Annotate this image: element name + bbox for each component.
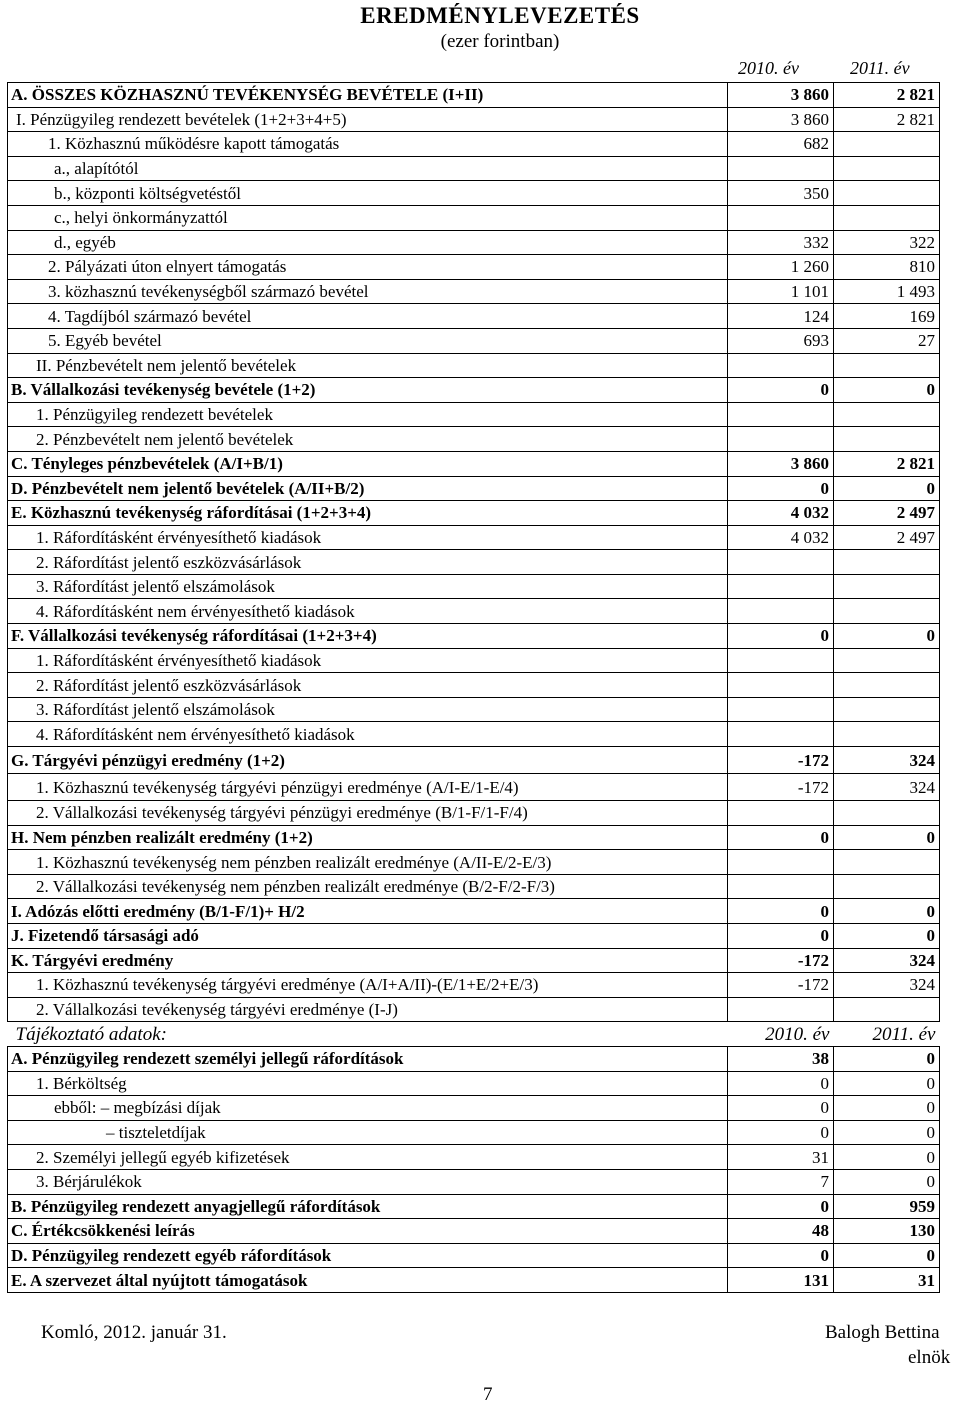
table-row <box>8 924 940 949</box>
value-2010: 0 <box>728 825 834 850</box>
table-row <box>8 574 940 599</box>
value-2010: 0 <box>728 624 834 649</box>
value-2010: 0 <box>728 1096 834 1121</box>
row-label: 4. Ráfordításként nem érvényesíthető kiadások <box>8 599 728 624</box>
table-row <box>8 1268 940 1293</box>
value-2011: 0 <box>834 899 940 924</box>
value-2011: 0 <box>834 1120 940 1145</box>
row-label: 2. Pénzbevételt nem jelentő bevételek <box>8 427 728 452</box>
row-label: 4. Tagdíjból származó bevétel <box>8 304 728 329</box>
value-2010 <box>728 722 834 747</box>
value-2011 <box>834 550 940 575</box>
table-row <box>8 1219 940 1244</box>
value-2011: 2 497 <box>834 501 940 526</box>
value-2011: 0 <box>834 1169 940 1194</box>
value-2011: 0 <box>834 924 940 949</box>
value-2010 <box>728 550 834 575</box>
row-label: 2. Ráfordítást jelentő eszközvásárlások <box>8 550 728 575</box>
table-row <box>8 181 940 206</box>
value-2010: 4 032 <box>728 525 834 550</box>
table-row <box>8 899 940 924</box>
value-2011 <box>834 402 940 427</box>
place-date: Komló, 2012. január 31. <box>41 1322 227 1343</box>
row-label: G. Tárgyévi pénzügyi eredmény (1+2) <box>8 747 728 774</box>
value-2010 <box>728 427 834 452</box>
value-2010: 0 <box>728 378 834 403</box>
row-label: 5. Egyéb bevétel <box>8 328 728 353</box>
value-2010: 0 <box>728 1120 834 1145</box>
currency-unit-subtitle: (ezer forintban) <box>440 31 560 52</box>
income-statement-body <box>8 83 940 1293</box>
income-statement-table <box>7 82 940 1293</box>
value-2011: 130 <box>834 1219 940 1244</box>
value-2011: 2 497 <box>834 525 940 550</box>
row-label: I. Adózás előtti eredmény (B/1-F/1)+ H/2 <box>8 899 728 924</box>
row-label: 3. Bérjárulékok <box>8 1169 728 1194</box>
info-year-2010: 2010. év <box>728 1022 834 1047</box>
year-header-2010: 2010. év <box>738 58 799 78</box>
row-label: 4. Ráfordításként nem érvényesíthető kiadások <box>8 722 728 747</box>
row-label: A. Pénzügyileg rendezett személyi jellegű ráfordítások <box>8 1046 728 1071</box>
value-2011: 0 <box>834 1243 940 1268</box>
row-label: 1. Ráfordításként érvényesíthető kiadások <box>8 525 728 550</box>
year-header-2011: 2011. év <box>850 58 910 78</box>
row-label: 1. Közhasznú tevékenység tárgyévi pénzügyi eredménye (A/I-E/1-E/4) <box>8 774 728 801</box>
value-2011: 324 <box>834 973 940 998</box>
table-row <box>8 525 940 550</box>
value-2010 <box>728 673 834 698</box>
info-section-label: Tájékoztató adatok: <box>8 1022 728 1047</box>
table-row <box>8 874 940 899</box>
row-label: 1. Bérköltség <box>8 1071 728 1096</box>
value-2010: 3 860 <box>728 107 834 132</box>
table-row <box>8 156 940 181</box>
table-row <box>8 205 940 230</box>
row-label: B. Pénzügyileg rendezett anyagjellegű ráfordítások <box>8 1194 728 1219</box>
value-2010: 4 032 <box>728 501 834 526</box>
value-2011 <box>834 722 940 747</box>
value-2011 <box>834 427 940 452</box>
table-row <box>8 997 940 1022</box>
value-2011: 0 <box>834 378 940 403</box>
document-title: EREDMÉNYLEVEZETÉS <box>360 3 640 28</box>
value-2010 <box>728 574 834 599</box>
table-row <box>8 255 940 280</box>
value-2011: 324 <box>834 774 940 801</box>
value-2011: 324 <box>834 747 940 774</box>
row-label: 1. Ráfordításként érvényesíthető kiadások <box>8 648 728 673</box>
value-2011: 0 <box>834 1096 940 1121</box>
table-row <box>8 353 940 378</box>
table-row <box>8 230 940 255</box>
page-number: 7 <box>483 1384 493 1405</box>
row-label: 3. Ráfordítást jelentő elszámolások <box>8 697 728 722</box>
table-row <box>8 427 940 452</box>
table-row <box>8 722 940 747</box>
row-label: E. Közhasznú tevékenység ráfordításai (1+2+3+4) <box>8 501 728 526</box>
value-2011 <box>834 648 940 673</box>
table-row <box>8 304 940 329</box>
row-label: H. Nem pénzben realizált eredmény (1+2) <box>8 825 728 850</box>
value-2011 <box>834 205 940 230</box>
value-2010: 3 860 <box>728 451 834 476</box>
value-2011: 0 <box>834 1071 940 1096</box>
row-label: a., alapítótól <box>8 156 728 181</box>
table-row <box>8 801 940 826</box>
value-2010: 0 <box>728 1243 834 1268</box>
value-2011 <box>834 850 940 875</box>
table-row <box>8 648 940 673</box>
row-label: A. ÖSSZES KÖZHASZNÚ TEVÉKENYSÉG BEVÉTELE (I+II) <box>8 83 728 108</box>
value-2010 <box>728 156 834 181</box>
value-2011: 322 <box>834 230 940 255</box>
table-row <box>8 107 940 132</box>
value-2011: 169 <box>834 304 940 329</box>
table-row <box>8 973 940 998</box>
table-row <box>8 1096 940 1121</box>
value-2010: 332 <box>728 230 834 255</box>
table-row <box>8 774 940 801</box>
table-row <box>8 328 940 353</box>
value-2010 <box>728 874 834 899</box>
value-2011: 0 <box>834 1046 940 1071</box>
value-2010: 1 260 <box>728 255 834 280</box>
row-label: K. Tárgyévi eredmény <box>8 948 728 973</box>
table-row <box>8 279 940 304</box>
value-2010 <box>728 353 834 378</box>
value-2011 <box>834 697 940 722</box>
row-label: c., helyi önkormányzattól <box>8 205 728 230</box>
value-2010: 3 860 <box>728 83 834 108</box>
value-2011 <box>834 574 940 599</box>
table-row <box>8 1046 940 1071</box>
value-2010 <box>728 648 834 673</box>
value-2010: 0 <box>728 924 834 949</box>
value-2011: 959 <box>834 1194 940 1219</box>
value-2010: 350 <box>728 181 834 206</box>
value-2010: 693 <box>728 328 834 353</box>
table-row <box>8 948 940 973</box>
table-row <box>8 83 940 108</box>
row-label: II. Pénzbevételt nem jelentő bevételek <box>8 353 728 378</box>
row-label: 2. Vállalkozási tevékenység tárgyévi eredménye (I-J) <box>8 997 728 1022</box>
table-row <box>8 550 940 575</box>
value-2011: 1 493 <box>834 279 940 304</box>
value-2011: 2 821 <box>834 107 940 132</box>
row-label: D. Pénzbevételt nem jelentő bevételek (A/II+B/2) <box>8 476 728 501</box>
value-2010 <box>728 402 834 427</box>
value-2010: 0 <box>728 1071 834 1096</box>
value-2011: 27 <box>834 328 940 353</box>
table-row <box>8 825 940 850</box>
row-label: d., egyéb <box>8 230 728 255</box>
value-2010 <box>728 997 834 1022</box>
value-2011 <box>834 181 940 206</box>
row-label: E. A szervezet által nyújtott támogatások <box>8 1268 728 1293</box>
row-label: – tiszteletdíjak <box>8 1120 728 1145</box>
value-2011 <box>834 132 940 157</box>
value-2011 <box>834 353 940 378</box>
table-row <box>8 1243 940 1268</box>
table-row <box>8 1169 940 1194</box>
value-2010: 1 101 <box>728 279 834 304</box>
row-label: ebből: – megbízási díjak <box>8 1096 728 1121</box>
value-2011: 810 <box>834 255 940 280</box>
value-2010: -172 <box>728 747 834 774</box>
value-2010: 0 <box>728 1194 834 1219</box>
value-2011: 2 821 <box>834 451 940 476</box>
value-2011 <box>834 599 940 624</box>
value-2011: 324 <box>834 948 940 973</box>
row-label: 2. Vállalkozási tevékenység tárgyévi pénzügyi eredménye (B/1-F/1-F/4) <box>8 801 728 826</box>
row-label: 2. Vállalkozási tevékenység nem pénzben realizált eredménye (B/2-F/2-F/3) <box>8 874 728 899</box>
row-label: 1. Közhasznú tevékenység nem pénzben realizált eredménye (A/II-E/2-E/3) <box>8 850 728 875</box>
row-label: I. Pénzügyileg rendezett bevételek (1+2+3+4+5) <box>8 107 728 132</box>
value-2011 <box>834 997 940 1022</box>
table-row <box>8 1120 940 1145</box>
row-label: F. Vállalkozási tevékenység ráfordításai (1+2+3+4) <box>8 624 728 649</box>
row-label: b., központi költségvetéstől <box>8 181 728 206</box>
signer-role: elnök <box>908 1347 951 1368</box>
row-label: B. Vállalkozási tevékenység bevétele (1+2) <box>8 378 728 403</box>
value-2010: -172 <box>728 948 834 973</box>
table-row <box>8 673 940 698</box>
table-row <box>8 501 940 526</box>
row-label: 2. Ráfordítást jelentő eszközvásárlások <box>8 673 728 698</box>
value-2010 <box>728 850 834 875</box>
row-label: J. Fizetendő társasági adó <box>8 924 728 949</box>
row-label: 2. Személyi jellegű egyéb kifizetések <box>8 1145 728 1170</box>
table-row <box>8 697 940 722</box>
row-label: C. Értékcsökkenési leírás <box>8 1219 728 1244</box>
table-row <box>8 1145 940 1170</box>
table-row <box>8 402 940 427</box>
row-label: 1. Közhasznú tevékenység tárgyévi eredménye (A/I+A/II)-(E/1+E/2+E/3) <box>8 973 728 998</box>
value-2010: 131 <box>728 1268 834 1293</box>
table-row <box>8 451 940 476</box>
value-2010: 31 <box>728 1145 834 1170</box>
row-label: 1. Pénzügyileg rendezett bevételek <box>8 402 728 427</box>
table-row <box>8 850 940 875</box>
row-label: D. Pénzügyileg rendezett egyéb ráfordítások <box>8 1243 728 1268</box>
row-label: C. Tényleges pénzbevételek (A/I+B/1) <box>8 451 728 476</box>
value-2011: 0 <box>834 476 940 501</box>
value-2010: -172 <box>728 973 834 998</box>
value-2011 <box>834 801 940 826</box>
table-row <box>8 599 940 624</box>
table-row <box>8 747 940 774</box>
row-label: 3. Ráfordítást jelentő elszámolások <box>8 574 728 599</box>
value-2010 <box>728 697 834 722</box>
value-2010: 0 <box>728 899 834 924</box>
value-2011 <box>834 673 940 698</box>
signer-name: Balogh Bettina <box>825 1322 940 1343</box>
value-2010 <box>728 205 834 230</box>
value-2010: 48 <box>728 1219 834 1244</box>
row-label: 1. Közhasznú működésre kapott támogatás <box>8 132 728 157</box>
value-2010: -172 <box>728 774 834 801</box>
value-2011: 0 <box>834 1145 940 1170</box>
info-header-row <box>8 1022 940 1047</box>
table-row <box>8 1071 940 1096</box>
value-2011 <box>834 874 940 899</box>
value-2011 <box>834 156 940 181</box>
value-2010 <box>728 801 834 826</box>
value-2011: 2 821 <box>834 83 940 108</box>
value-2011: 31 <box>834 1268 940 1293</box>
value-2010: 0 <box>728 476 834 501</box>
info-year-2011: 2011. év <box>834 1022 940 1047</box>
value-2011: 0 <box>834 825 940 850</box>
row-label: 3. közhasznú tevékenységből származó bevétel <box>8 279 728 304</box>
table-row <box>8 132 940 157</box>
table-row <box>8 624 940 649</box>
table-row <box>8 476 940 501</box>
table-row <box>8 378 940 403</box>
value-2010: 38 <box>728 1046 834 1071</box>
value-2010: 124 <box>728 304 834 329</box>
value-2010: 7 <box>728 1169 834 1194</box>
value-2010: 682 <box>728 132 834 157</box>
table-row <box>8 1194 940 1219</box>
value-2011: 0 <box>834 624 940 649</box>
row-label: 2. Pályázati úton elnyert támogatás <box>8 255 728 280</box>
value-2010 <box>728 599 834 624</box>
